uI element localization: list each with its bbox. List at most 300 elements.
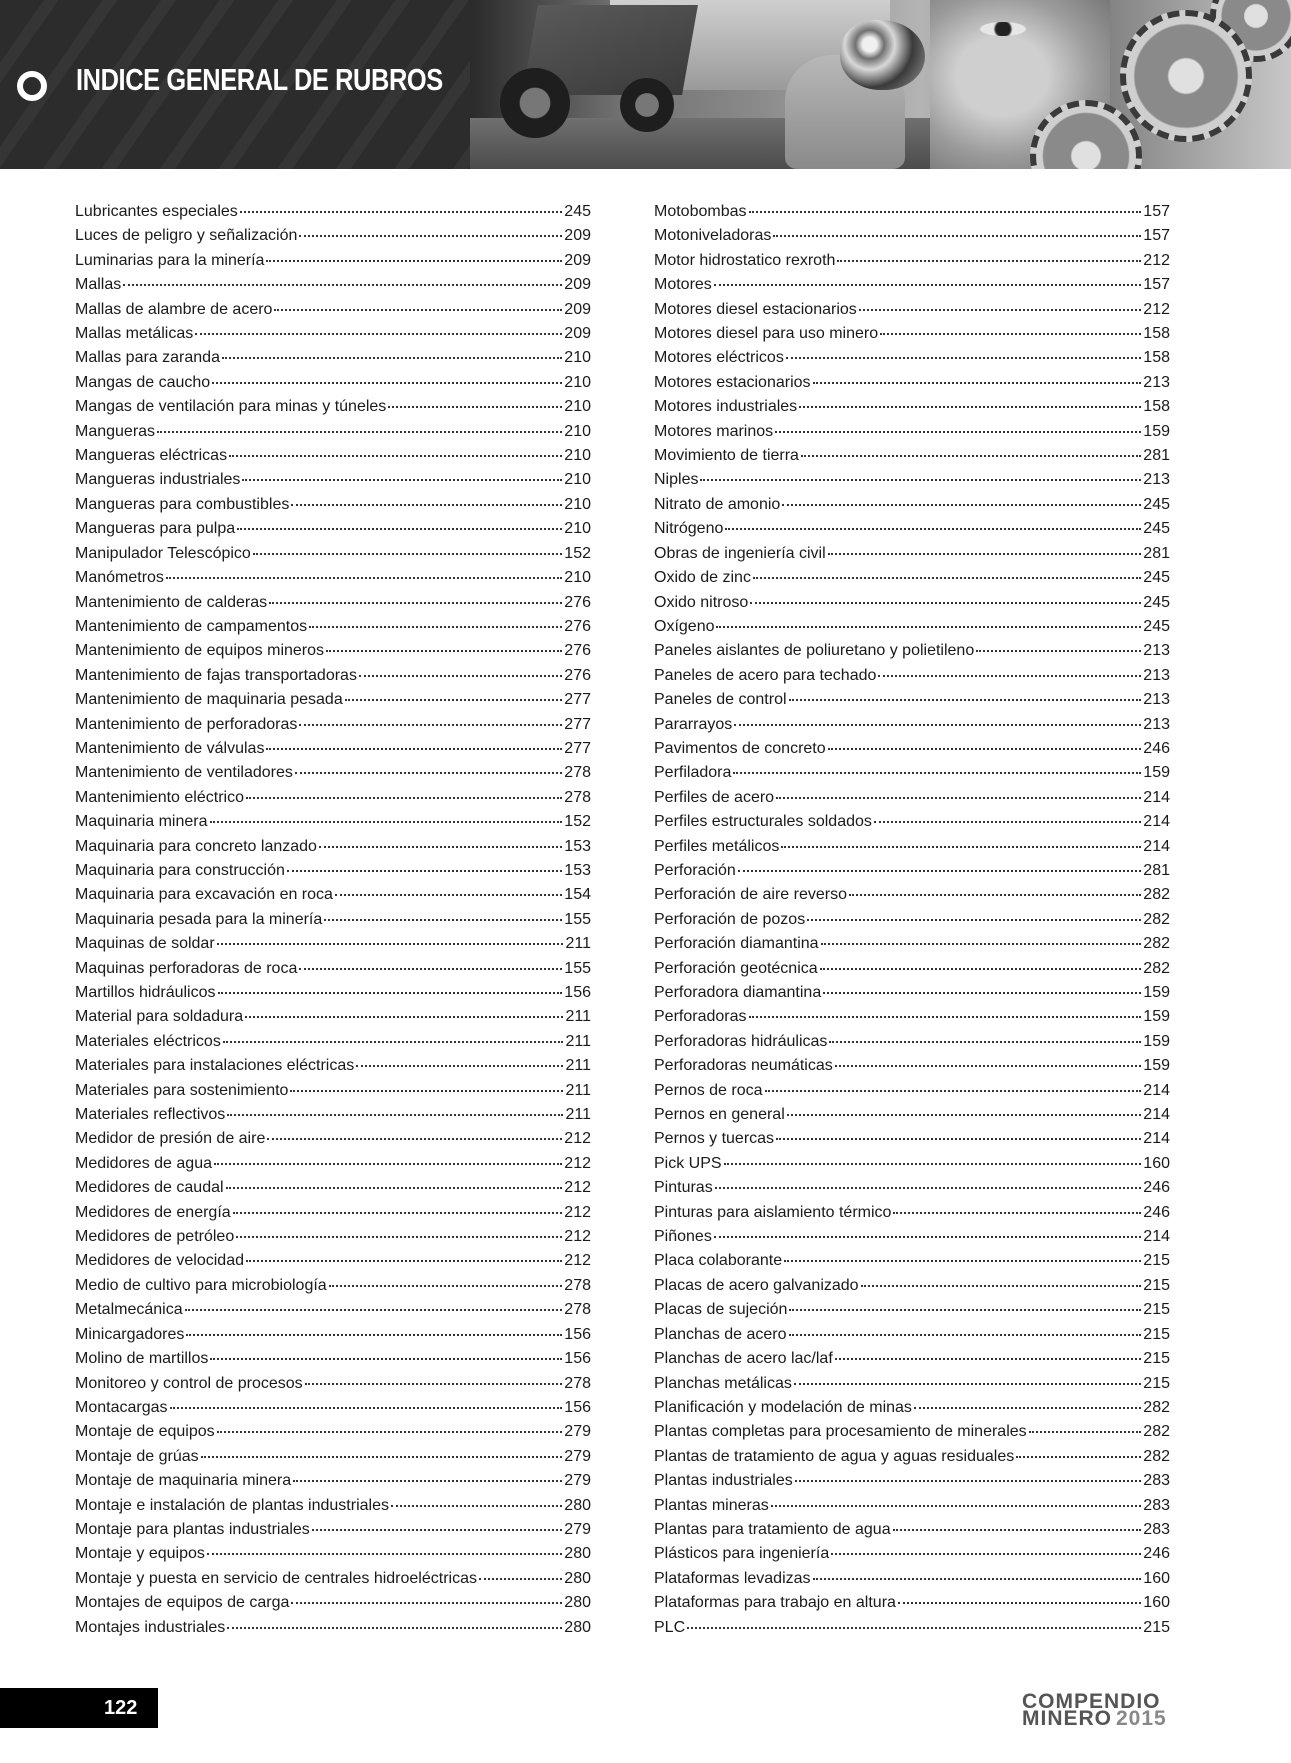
entry-page: 159 (1143, 764, 1170, 782)
dot-leader (391, 1504, 562, 1507)
entry-name: Obras de ingeniería civil (654, 544, 826, 562)
entry-name: Mangas de caucho (75, 373, 211, 391)
index-entry (75, 810, 591, 834)
index-column-right (654, 200, 1170, 1640)
index-entry (75, 1103, 591, 1127)
entry-page: 214 (1143, 788, 1170, 806)
entry-page: 281 (1143, 861, 1170, 879)
dot-leader (267, 1137, 562, 1140)
entry-name: Medidor de presión de aire (75, 1130, 266, 1148)
entry-name: Perfiles estructurales soldados (654, 813, 872, 831)
dot-leader (837, 259, 1141, 262)
entry-name: Maquinaria para construcción (75, 861, 285, 879)
entry-page: 215 (1143, 1252, 1170, 1270)
index-entry (75, 1494, 591, 1518)
entry-page: 209 (564, 276, 591, 294)
entry-page: 282 (1143, 910, 1170, 928)
dot-leader (222, 356, 562, 359)
entry-page: 245 (1143, 593, 1170, 611)
entry-name: Mantenimiento de maquinaria pesada (75, 691, 343, 709)
logo-word-minero: MINERO (1022, 1707, 1112, 1730)
index-entry (654, 420, 1170, 444)
index-entry (654, 517, 1170, 541)
entry-name: Materiales reflectivos (75, 1106, 226, 1124)
entry-page: 276 (564, 617, 591, 635)
entry-page: 279 (564, 1423, 591, 1441)
index-entry (75, 957, 591, 981)
index-entry (75, 981, 591, 1005)
entry-page: 246 (1143, 1179, 1170, 1197)
index-entry (75, 688, 591, 712)
index-entry (654, 298, 1170, 322)
dot-leader (305, 1382, 563, 1385)
mineral-nugget-image (840, 20, 925, 90)
entry-name: Mantenimiento de equipos mineros (75, 642, 325, 660)
entry-page: 212 (1143, 251, 1170, 269)
dot-leader (345, 698, 563, 701)
dot-leader (733, 771, 1141, 774)
dot-leader (195, 332, 562, 335)
entry-page: 278 (564, 1301, 591, 1319)
entry-page: 280 (564, 1496, 591, 1514)
index-entry (654, 786, 1170, 810)
dot-leader (326, 649, 562, 652)
entry-name: Motores diesel para uso minero (654, 325, 879, 343)
dot-leader (214, 1162, 562, 1165)
dot-leader (714, 283, 1142, 286)
entry-page: 156 (564, 984, 591, 1001)
entry-page: 209 (564, 300, 591, 318)
dot-leader (874, 820, 1141, 823)
index-entry (654, 200, 1170, 224)
dot-leader (849, 893, 1141, 896)
dot-leader (749, 210, 1142, 213)
entry-page: 211 (565, 935, 591, 953)
index-entry (654, 713, 1170, 737)
entry-page: 152 (564, 544, 591, 562)
dot-leader (776, 796, 1141, 799)
entry-page: 159 (1143, 1032, 1170, 1050)
entry-page: 213 (1143, 642, 1170, 660)
index-entry (654, 371, 1170, 395)
index-entry (654, 1201, 1170, 1225)
index-entry (654, 1469, 1170, 1493)
entry-page: 245 (1143, 569, 1170, 587)
entry-name: Motores (654, 276, 712, 294)
dot-leader (749, 1015, 1142, 1018)
entry-page: 276 (564, 642, 591, 660)
dot-leader (776, 1137, 1141, 1140)
dot-leader (335, 893, 562, 896)
index-entry (654, 322, 1170, 346)
entry-name: Perforación geotécnica (654, 959, 818, 977)
dot-leader (253, 552, 562, 555)
entry-page: 156 (564, 1350, 591, 1368)
entry-page: 276 (564, 593, 591, 611)
entry-page: 282 (1143, 935, 1170, 953)
header-photo-collage (470, 0, 1291, 169)
entry-name: Pavimentos de concreto (654, 739, 826, 757)
entry-name: Motores marinos (654, 422, 774, 440)
dot-leader (823, 991, 1141, 994)
index-entry (75, 542, 591, 566)
dot-leader (242, 478, 562, 481)
dot-leader (287, 869, 562, 872)
entry-name: Material para soldadura (75, 1008, 244, 1026)
entry-page: 212 (564, 1179, 591, 1197)
dot-leader (789, 1308, 1141, 1311)
index-entry (75, 664, 591, 688)
index-entry (75, 1372, 591, 1396)
dot-leader (898, 1601, 1141, 1604)
entry-name: Materiales eléctricos (75, 1032, 221, 1050)
index-entry (75, 1127, 591, 1151)
entry-page: 155 (564, 959, 591, 977)
index-entry (75, 1079, 591, 1103)
dot-leader (266, 259, 562, 262)
dot-leader (123, 283, 562, 286)
entry-name: Mangas de ventilación para minas y túneles (75, 398, 387, 416)
index-entry (75, 1054, 591, 1078)
index-entry (654, 1542, 1170, 1566)
entry-name: Planificación y modelación de minas (654, 1398, 912, 1416)
entry-name: Metalmecánica (75, 1301, 183, 1319)
entry-name: Luminarias para la minería (75, 251, 265, 269)
index-entry (654, 908, 1170, 932)
dot-leader (878, 674, 1141, 677)
index-entry (75, 1542, 591, 1566)
entry-name: Maquinaria para excavación en roca (75, 886, 333, 904)
index-entry (75, 1030, 591, 1054)
entry-page: 245 (1143, 520, 1170, 538)
entry-name: Mantenimiento de campamentos (75, 617, 308, 635)
dot-leader (976, 649, 1141, 652)
entry-page: 158 (1143, 349, 1170, 367)
entry-page: 153 (564, 837, 591, 855)
eye-image (980, 22, 1026, 36)
index-entry (75, 639, 591, 663)
dot-leader (828, 747, 1142, 750)
dot-leader (299, 234, 562, 237)
index-entry (75, 1152, 591, 1176)
entry-name: Perforación (654, 861, 736, 879)
entry-page: 211 (565, 1081, 591, 1099)
entry-page: 246 (1143, 1545, 1170, 1563)
dot-leader (207, 1552, 562, 1555)
dot-leader (388, 405, 562, 408)
page-number: 122 (104, 1697, 138, 1719)
index-column-left (75, 200, 591, 1640)
dot-leader (227, 1626, 562, 1629)
index-entry (654, 1274, 1170, 1298)
index-entry (75, 1005, 591, 1029)
dot-leader (157, 430, 562, 433)
entry-page: 154 (564, 886, 591, 904)
entry-name: Piñones (654, 1228, 712, 1246)
dot-leader (725, 527, 1141, 530)
dot-leader (217, 1430, 563, 1433)
entry-page: 156 (564, 1398, 591, 1416)
index-entry (654, 1103, 1170, 1127)
index-entry (654, 468, 1170, 492)
index-entry (654, 1030, 1170, 1054)
dot-leader (170, 1406, 563, 1409)
dot-leader (835, 1064, 1142, 1067)
entry-page: 214 (1143, 1228, 1170, 1246)
index-entry (75, 1616, 591, 1640)
entry-page: 210 (564, 373, 591, 391)
entry-page: 153 (564, 861, 591, 879)
entry-page: 279 (564, 1520, 591, 1538)
index-entry (654, 542, 1170, 566)
entry-name: Medidores de velocidad (75, 1252, 244, 1270)
entry-page: 211 (565, 1106, 591, 1124)
entry-name: Plataformas levadizas (654, 1569, 811, 1587)
entry-page: 209 (564, 251, 591, 269)
dot-leader (795, 1479, 1142, 1482)
dot-leader (293, 1479, 562, 1482)
dot-leader (782, 503, 1141, 506)
dot-leader (789, 1333, 1142, 1336)
dot-leader (240, 210, 563, 213)
entry-page: 282 (1143, 1423, 1170, 1441)
index-entry (654, 1420, 1170, 1444)
dot-leader (186, 1333, 562, 1336)
dot-leader (229, 454, 562, 457)
entry-name: Perfiles de acero (654, 788, 775, 806)
entry-page: 152 (564, 813, 591, 831)
dot-leader (700, 478, 1141, 481)
dot-leader (1016, 1455, 1141, 1458)
index-entry (654, 273, 1170, 297)
dot-leader (880, 332, 1141, 335)
entry-name: Maquinas de soldar (75, 935, 215, 953)
index-entry (75, 713, 591, 737)
entry-page: 280 (564, 1569, 591, 1587)
entry-name: Perforadoras (654, 1008, 747, 1026)
entry-page: 213 (1143, 471, 1170, 489)
entry-page: 215 (1143, 1276, 1170, 1294)
entry-page: 282 (1143, 1398, 1170, 1416)
dot-leader (820, 967, 1142, 970)
entry-page: 277 (564, 739, 591, 757)
entry-name: Oxígeno (654, 617, 715, 635)
entry-page: 280 (564, 1545, 591, 1563)
entry-page: 245 (564, 203, 591, 220)
entry-page: 283 (1143, 1520, 1170, 1538)
index-entry (654, 1054, 1170, 1078)
entry-page: 209 (564, 227, 591, 245)
index-entry (75, 1176, 591, 1200)
index-entry (654, 688, 1170, 712)
entry-name: Motores diesel estacionarios (654, 300, 857, 318)
dot-leader (236, 1235, 562, 1238)
entry-page: 159 (1143, 1057, 1170, 1075)
dot-leader (210, 820, 563, 823)
index-entry (75, 566, 591, 590)
entry-name: Pinturas (654, 1179, 713, 1197)
entry-name: Martillos hidráulicos (75, 984, 216, 1001)
index-entry (654, 664, 1170, 688)
dot-leader (291, 503, 562, 506)
entry-page: 159 (1143, 422, 1170, 440)
entry-page: 155 (564, 910, 591, 928)
entry-page: 245 (1143, 617, 1170, 635)
logo-year: 2015 (1116, 1707, 1167, 1730)
dot-leader (295, 771, 562, 774)
dot-leader (893, 1528, 1142, 1531)
index-entry (75, 1225, 591, 1249)
entry-name: Montajes industriales (75, 1618, 226, 1636)
entry-name: Montaje de maquinaria minera (75, 1472, 292, 1490)
entry-page: 282 (1143, 959, 1170, 977)
index-entry (75, 908, 591, 932)
index-entry (654, 1225, 1170, 1249)
index-entry (75, 859, 591, 883)
dot-leader (299, 723, 562, 726)
dot-leader (212, 381, 562, 384)
entry-name: Mallas para zaranda (75, 349, 220, 367)
entry-name: Pick UPS (654, 1154, 722, 1172)
dot-leader (821, 942, 1142, 945)
entry-page: 282 (1143, 886, 1170, 904)
index-entry (654, 835, 1170, 859)
index-entry (654, 1518, 1170, 1542)
dot-leader (245, 1015, 563, 1018)
dot-leader (765, 1089, 1142, 1092)
index-entry (654, 1347, 1170, 1371)
entry-name: Nitrato de amonio (654, 495, 781, 513)
entry-name: Mantenimiento de fajas transportadoras (75, 666, 357, 684)
entry-name: Perforadora diamantina (654, 984, 822, 1001)
dot-leader (813, 381, 1142, 384)
entry-name: Manipulador Telescópico (75, 544, 251, 562)
index-entry (75, 346, 591, 370)
entry-name: Luces de peligro y señalización (75, 227, 298, 245)
dot-leader (753, 576, 1141, 579)
entry-page: 157 (1143, 227, 1170, 245)
entry-name: Medidores de petróleo (75, 1228, 235, 1246)
entry-name: Montajes de equipos de carga (75, 1594, 290, 1612)
entry-name: Mangueras para pulpa (75, 520, 236, 538)
entry-name: Montaje y equipos (75, 1545, 205, 1563)
page-title: INDICE GENERAL DE RUBROS (76, 62, 443, 97)
entry-page: 212 (564, 1130, 591, 1148)
index-entry (75, 932, 591, 956)
entry-page: 213 (1143, 715, 1170, 733)
dot-leader (329, 1284, 563, 1287)
truck-wheel-image (500, 68, 570, 138)
entry-name: Niples (654, 471, 699, 489)
entry-name: Minicargadores (75, 1325, 185, 1343)
entry-page: 156 (564, 1325, 591, 1343)
entry-name: Perforadoras hidráulicas (654, 1032, 828, 1050)
entry-page: 280 (564, 1618, 591, 1636)
index-entry (75, 517, 591, 541)
index-entry (75, 298, 591, 322)
entry-page: 283 (1143, 1472, 1170, 1490)
entry-name: Plásticos para ingeniería (654, 1545, 830, 1563)
entry-page: 278 (564, 1374, 591, 1392)
entry-name: Medidores de energía (75, 1203, 231, 1221)
dot-leader (266, 747, 562, 750)
entry-page: 157 (1143, 203, 1170, 220)
entry-name: Mantenimiento de ventiladores (75, 764, 293, 782)
index-entry (654, 493, 1170, 517)
dot-leader (829, 1040, 1141, 1043)
index-entry (654, 1616, 1170, 1640)
entry-name: Pinturas para aislamiento térmico (654, 1203, 892, 1221)
entry-page: 276 (564, 666, 591, 684)
entry-page: 282 (1143, 1447, 1170, 1465)
entry-name: Planchas de acero (654, 1325, 787, 1343)
index-entry (654, 1323, 1170, 1347)
index-entry (75, 371, 591, 395)
entry-name: Motores industriales (654, 398, 798, 416)
dot-leader (299, 967, 562, 970)
entry-name: Mantenimiento eléctrico (75, 788, 244, 806)
index-entry (654, 395, 1170, 419)
entry-page: 210 (564, 447, 591, 465)
dot-leader (223, 1040, 564, 1043)
entry-name: Montaje de grúas (75, 1447, 199, 1465)
index-entry (654, 346, 1170, 370)
entry-name: Pernos y tuercas (654, 1130, 775, 1148)
dot-leader (290, 1089, 563, 1092)
index-entry (75, 420, 591, 444)
entry-name: Placa colaborante (654, 1252, 783, 1270)
entry-name: Planchas metálicas (654, 1374, 792, 1392)
dot-leader (227, 1113, 563, 1116)
entry-page: 210 (564, 349, 591, 367)
dot-leader (237, 527, 562, 530)
entry-name: Maquinaria minera (75, 813, 208, 831)
entry-page: 281 (1143, 447, 1170, 465)
header-banner (0, 0, 1291, 169)
entry-page: 215 (1143, 1325, 1170, 1343)
entry-name: Medidores de agua (75, 1154, 212, 1172)
dot-leader (893, 1211, 1141, 1214)
index-entry (654, 957, 1170, 981)
entry-page: 214 (1143, 1130, 1170, 1148)
entry-page: 210 (564, 495, 591, 513)
entry-name: Maquinas perforadoras de roca (75, 959, 298, 977)
index-entry (75, 1591, 591, 1615)
entry-page: 159 (1143, 984, 1170, 1001)
entry-page: 157 (1143, 276, 1170, 294)
index-entry (75, 591, 591, 615)
entry-name: Montaje para plantas industriales (75, 1520, 310, 1538)
entry-page: 277 (564, 715, 591, 733)
dot-leader (794, 1382, 1141, 1385)
entry-page: 246 (1143, 739, 1170, 757)
entry-page: 278 (564, 788, 591, 806)
dot-leader (775, 430, 1141, 433)
entry-name: Oxido nitroso (654, 593, 749, 611)
entry-name: Montaje y puesta en servicio de centrales hidroeléctricas (75, 1569, 477, 1587)
entry-page: 210 (564, 569, 591, 587)
entry-name: Placas de acero galvanizado (654, 1276, 859, 1294)
dot-leader (201, 1455, 563, 1458)
entry-name: Montacargas (75, 1398, 168, 1416)
publication-logo (1022, 1690, 1272, 1730)
index-entry (654, 1372, 1170, 1396)
entry-page: 211 (565, 1057, 591, 1075)
index-entry (654, 810, 1170, 834)
entry-name: Paneles de acero para techado (654, 666, 877, 684)
entry-name: Perforación de aire reverso (654, 886, 847, 904)
index-entry (75, 1249, 591, 1273)
